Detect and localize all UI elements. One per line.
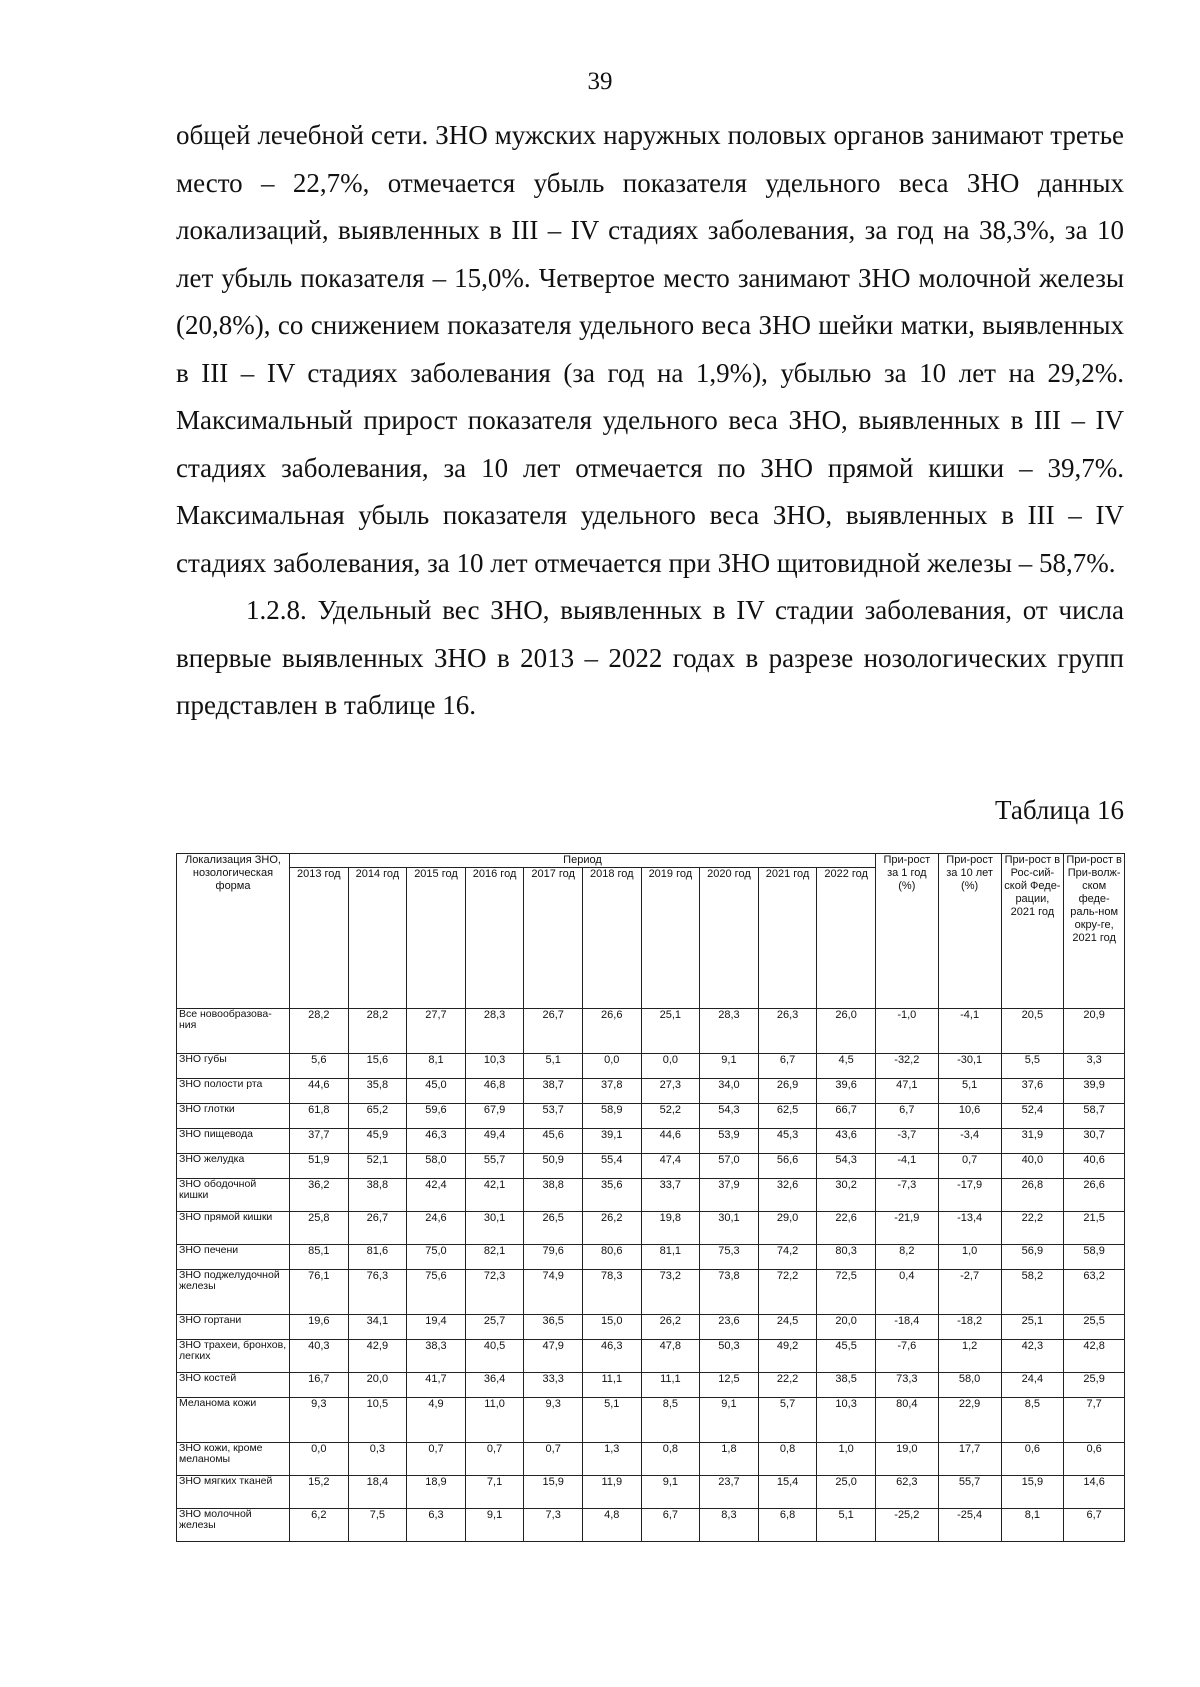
header-year: 2020 год: [700, 868, 759, 1009]
table-cell: 50,9: [524, 1154, 583, 1179]
table-cell: 75,6: [407, 1270, 466, 1315]
table-cell: 1,0: [817, 1443, 876, 1476]
table-cell: 46,3: [582, 1340, 641, 1373]
table-cell: 80,6: [582, 1245, 641, 1270]
table-cell: 10,3: [465, 1054, 524, 1079]
header-year: 2018 год: [582, 868, 641, 1009]
table-cell: 26,6: [1064, 1179, 1125, 1212]
table-cell: 1,8: [700, 1443, 759, 1476]
table-cell: 5,1: [938, 1079, 1001, 1104]
table-row: [177, 1245, 1125, 1270]
table-cell: 9,1: [700, 1398, 759, 1443]
paragraph: 1.2.8. Удельный вес ЗНО, выявленных в IV стадии заболевания, от числа впервые выявленных ЗНО в 2013 – 2022 годах в разрезе нозологических групп представлен в таблице 16.: [176, 595, 1124, 720]
table-cell: 39,9: [1064, 1079, 1125, 1104]
table-cell: 7,1: [465, 1476, 524, 1509]
table-cell: 0,8: [758, 1443, 817, 1476]
table-cell: 25,8: [290, 1212, 349, 1245]
table-cell: 46,8: [465, 1079, 524, 1104]
table-cell: 11,1: [641, 1373, 700, 1398]
table-cell: 22,6: [817, 1212, 876, 1245]
data-table: [176, 853, 1125, 1542]
table-cell: 42,8: [1064, 1340, 1125, 1373]
table-cell: 73,2: [641, 1270, 700, 1315]
table-cell: 23,6: [700, 1315, 759, 1340]
row-label: Все новообразова-ния: [177, 1009, 290, 1054]
table-cell: 40,0: [1001, 1154, 1064, 1179]
table-cell: 28,2: [290, 1009, 349, 1054]
table-cell: 0,4: [875, 1270, 938, 1315]
table-row: [177, 1340, 1125, 1373]
table-cell: -25,4: [938, 1509, 1001, 1542]
table-cell: 19,8: [641, 1212, 700, 1245]
header-localization: Локализация ЗНО, нозологическая форма: [177, 854, 290, 1009]
table-cell: 30,2: [817, 1179, 876, 1212]
table-cell: 7,5: [348, 1509, 407, 1542]
table-cell: 59,6: [407, 1104, 466, 1129]
table-cell: 4,5: [817, 1054, 876, 1079]
table-cell: 58,0: [407, 1154, 466, 1179]
table-cell: 30,1: [700, 1212, 759, 1245]
table-cell: 36,5: [524, 1315, 583, 1340]
table-row: [177, 1179, 1125, 1212]
table-cell: 24,4: [1001, 1373, 1064, 1398]
table-cell: 52,4: [1001, 1104, 1064, 1129]
table-cell: 46,3: [407, 1129, 466, 1154]
table-cell: 41,7: [407, 1373, 466, 1398]
table-cell: 5,5: [1001, 1054, 1064, 1079]
table-cell: 0,0: [290, 1443, 349, 1476]
table-cell: 37,8: [582, 1079, 641, 1104]
row-label: ЗНО поджелудочной железы: [177, 1270, 290, 1315]
table-cell: -2,7: [938, 1270, 1001, 1315]
table-cell: 5,6: [290, 1054, 349, 1079]
table-cell: 58,2: [1001, 1270, 1064, 1315]
table-cell: 80,4: [875, 1398, 938, 1443]
table-cell: 45,6: [524, 1129, 583, 1154]
paragraph: общей лечебной сети. ЗНО мужских наружных половых органов занимают третье место – 22,7%, отмечается убыль показателя удельного веса ЗНО данных локализаций, выявленных в III – IV стадиях заболевания, за год на 38,3%, за 10 лет убыль показателя – 15,0%. Четвертое место занимают ЗНО молочной железы (20,8%), со снижением показателя удельного веса ЗНО шейки матки, выявленных в III – IV стадиях заболевания (за год на 1,9%), убылью за 10 лет на 29,2%. Максимальный прирост показателя удельного веса ЗНО, выявленных в III – IV стадиях заболевания, за 10 лет отмечается по ЗНО прямой кишки – 39,7%. Максимальная убыль показателя удельного веса ЗНО, выявленных в III – IV стадиях заболевания, за 10 лет отмечается при ЗНО щитовидной железы – 58,7%.: [176, 120, 1124, 578]
table-cell: 19,4: [407, 1315, 466, 1340]
table-cell: 54,3: [817, 1154, 876, 1179]
table-cell: 38,3: [407, 1340, 466, 1373]
table-cell: 80,3: [817, 1245, 876, 1270]
row-label: ЗНО ободочной кишки: [177, 1179, 290, 1212]
table-cell: 56,6: [758, 1154, 817, 1179]
header-growth-pfo: При-рост в При-волж-ском феде-раль-ном окру-ге, 2021 год: [1064, 854, 1125, 1009]
table-cell: 42,3: [1001, 1340, 1064, 1373]
table-cell: 51,9: [290, 1154, 349, 1179]
table-row: [177, 1509, 1125, 1542]
page-number: 39: [587, 68, 613, 95]
table-cell: 27,3: [641, 1079, 700, 1104]
table-cell: 0,8: [641, 1443, 700, 1476]
table-cell: 40,6: [1064, 1154, 1125, 1179]
table-cell: 42,1: [465, 1179, 524, 1212]
header-year: 2019 год: [641, 868, 700, 1009]
table-cell: 49,4: [465, 1129, 524, 1154]
table-cell: 63,2: [1064, 1270, 1125, 1315]
table-cell: 85,1: [290, 1245, 349, 1270]
table-cell: 47,4: [641, 1154, 700, 1179]
table-cell: 58,9: [1064, 1245, 1125, 1270]
table-cell: 19,0: [875, 1443, 938, 1476]
table-cell: 37,7: [290, 1129, 349, 1154]
table-cell: 6,7: [1064, 1509, 1125, 1542]
table-row: [177, 1373, 1125, 1398]
table-cell: 47,8: [641, 1340, 700, 1373]
row-label: ЗНО пищевода: [177, 1129, 290, 1154]
table-cell: 8,1: [1001, 1509, 1064, 1542]
table-cell: 72,3: [465, 1270, 524, 1315]
table-cell: 22,2: [1001, 1212, 1064, 1245]
table-cell: 38,8: [524, 1179, 583, 1212]
table-cell: 1,0: [938, 1245, 1001, 1270]
row-label: Меланома кожи: [177, 1398, 290, 1443]
table-cell: 45,9: [348, 1129, 407, 1154]
data-table-container: [176, 853, 1125, 1542]
table-cell: 30,1: [465, 1212, 524, 1245]
table-cell: 11,9: [582, 1476, 641, 1509]
table-cell: -32,2: [875, 1054, 938, 1079]
header-period: Период: [290, 854, 876, 868]
table-cell: 79,6: [524, 1245, 583, 1270]
table-cell: 6,7: [641, 1509, 700, 1542]
table-cell: 17,7: [938, 1443, 1001, 1476]
table-cell: 36,4: [465, 1373, 524, 1398]
table-cell: 72,5: [817, 1270, 876, 1315]
table-cell: 22,9: [938, 1398, 1001, 1443]
table-cell: 43,6: [817, 1129, 876, 1154]
table-cell: -13,4: [938, 1212, 1001, 1245]
table-cell: 42,4: [407, 1179, 466, 1212]
table-cell: 26,9: [758, 1079, 817, 1104]
table-row: [177, 1104, 1125, 1129]
table-cell: 31,9: [1001, 1129, 1064, 1154]
table-cell: -21,9: [875, 1212, 938, 1245]
table-cell: 20,9: [1064, 1009, 1125, 1054]
table-cell: 26,7: [348, 1212, 407, 1245]
table-cell: 0,0: [582, 1054, 641, 1079]
table-cell: 8,3: [700, 1509, 759, 1542]
table-cell: 40,5: [465, 1340, 524, 1373]
table-cell: -18,2: [938, 1315, 1001, 1340]
table-cell: 50,3: [700, 1340, 759, 1373]
table-cell: 25,1: [1001, 1315, 1064, 1340]
row-label: ЗНО прямой кишки: [177, 1212, 290, 1245]
table-cell: 20,0: [817, 1315, 876, 1340]
table-cell: 10,6: [938, 1104, 1001, 1129]
table-cell: 15,4: [758, 1476, 817, 1509]
table-cell: 53,7: [524, 1104, 583, 1129]
table-cell: 73,8: [700, 1270, 759, 1315]
table-cell: 44,6: [641, 1129, 700, 1154]
table-cell: 49,2: [758, 1340, 817, 1373]
table-cell: 58,7: [1064, 1104, 1125, 1129]
table-cell: 28,3: [700, 1009, 759, 1054]
table-cell: 1,2: [938, 1340, 1001, 1373]
table-cell: 38,8: [348, 1179, 407, 1212]
table-cell: 58,9: [582, 1104, 641, 1129]
table-cell: 47,1: [875, 1079, 938, 1104]
table-cell: 30,7: [1064, 1129, 1125, 1154]
table-cell: 8,5: [641, 1398, 700, 1443]
table-cell: 78,3: [582, 1270, 641, 1315]
table-cell: 38,5: [817, 1373, 876, 1398]
table-cell: 11,0: [465, 1398, 524, 1443]
table-cell: -4,1: [938, 1009, 1001, 1054]
table-row: [177, 1079, 1125, 1104]
table-cell: 8,1: [407, 1054, 466, 1079]
table-cell: 72,2: [758, 1270, 817, 1315]
row-label: ЗНО молочной железы: [177, 1509, 290, 1542]
table-cell: 26,2: [641, 1315, 700, 1340]
table-cell: 26,5: [524, 1212, 583, 1245]
table-cell: 0,7: [407, 1443, 466, 1476]
table-cell: 15,9: [524, 1476, 583, 1509]
table-cell: 28,3: [465, 1009, 524, 1054]
row-label: ЗНО мягких тканей: [177, 1476, 290, 1509]
table-cell: -3,7: [875, 1129, 938, 1154]
header-year: 2016 год: [465, 868, 524, 1009]
table-cell: 21,5: [1064, 1212, 1125, 1245]
table-cell: 62,5: [758, 1104, 817, 1129]
header-year: 2022 год: [817, 868, 876, 1009]
table-cell: 0,3: [348, 1443, 407, 1476]
table-cell: 75,3: [700, 1245, 759, 1270]
table-cell: 32,6: [758, 1179, 817, 1212]
table-cell: 37,9: [700, 1179, 759, 1212]
table-cell: 57,0: [700, 1154, 759, 1179]
table-cell: -18,4: [875, 1315, 938, 1340]
table-cell: 9,1: [465, 1509, 524, 1542]
table-cell: -7,3: [875, 1179, 938, 1212]
table-cell: 5,1: [817, 1509, 876, 1542]
table-cell: 58,0: [938, 1373, 1001, 1398]
table-cell: 26,8: [1001, 1179, 1064, 1212]
table-cell: 82,1: [465, 1245, 524, 1270]
header-year: 2014 год: [348, 868, 407, 1009]
table-cell: 76,3: [348, 1270, 407, 1315]
table-row: [177, 1476, 1125, 1509]
table-cell: 61,8: [290, 1104, 349, 1129]
body-text: [176, 112, 1124, 730]
table-cell: 0,7: [938, 1154, 1001, 1179]
table-cell: 6,3: [407, 1509, 466, 1542]
table-cell: 47,9: [524, 1340, 583, 1373]
table-cell: 10,5: [348, 1398, 407, 1443]
table-cell: 19,6: [290, 1315, 349, 1340]
table-cell: -7,6: [875, 1340, 938, 1373]
table-cell: 15,0: [582, 1315, 641, 1340]
table-cell: 66,7: [817, 1104, 876, 1129]
table-cell: 35,6: [582, 1179, 641, 1212]
table-cell: 0,6: [1001, 1443, 1064, 1476]
table-cell: 9,3: [290, 1398, 349, 1443]
table-cell: 8,2: [875, 1245, 938, 1270]
table-cell: 34,1: [348, 1315, 407, 1340]
table-cell: -1,0: [875, 1009, 938, 1054]
table-cell: 36,2: [290, 1179, 349, 1212]
table-row: [177, 1154, 1125, 1179]
table-cell: 9,3: [524, 1398, 583, 1443]
table-cell: 55,4: [582, 1154, 641, 1179]
table-row: [177, 1315, 1125, 1340]
table-cell: 74,9: [524, 1270, 583, 1315]
table-cell: 24,6: [407, 1212, 466, 1245]
table-cell: 25,0: [817, 1476, 876, 1509]
table-cell: 4,9: [407, 1398, 466, 1443]
header-year: 2013 год: [290, 868, 349, 1009]
row-label: ЗНО кожи, кроме меланомы: [177, 1443, 290, 1476]
table-cell: 65,2: [348, 1104, 407, 1129]
table-cell: 33,7: [641, 1179, 700, 1212]
table-cell: 4,8: [582, 1509, 641, 1542]
header-year: 2017 год: [524, 868, 583, 1009]
table-cell: 38,7: [524, 1079, 583, 1104]
table-cell: 45,0: [407, 1079, 466, 1104]
table-cell: -3,4: [938, 1129, 1001, 1154]
table-cell: 28,2: [348, 1009, 407, 1054]
table-cell: 9,1: [700, 1054, 759, 1079]
table-cell: 6,2: [290, 1509, 349, 1542]
table-cell: 3,3: [1064, 1054, 1125, 1079]
table-cell: 54,3: [700, 1104, 759, 1129]
table-cell: 14,6: [1064, 1476, 1125, 1509]
row-label: ЗНО глотки: [177, 1104, 290, 1129]
table-row: [177, 1129, 1125, 1154]
table-cell: 15,2: [290, 1476, 349, 1509]
table-row: [177, 1054, 1125, 1079]
table-cell: 26,3: [758, 1009, 817, 1054]
table-cell: 6,7: [875, 1104, 938, 1129]
table-cell: 62,3: [875, 1476, 938, 1509]
table-cell: 6,7: [758, 1054, 817, 1079]
table-cell: 34,0: [700, 1079, 759, 1104]
table-cell: 67,9: [465, 1104, 524, 1129]
table-cell: 25,1: [641, 1009, 700, 1054]
table-cell: 53,9: [700, 1129, 759, 1154]
table-cell: 40,3: [290, 1340, 349, 1373]
table-row: [177, 1270, 1125, 1315]
table-cell: 16,7: [290, 1373, 349, 1398]
table-cell: 55,7: [465, 1154, 524, 1179]
table-cell: 7,7: [1064, 1398, 1125, 1443]
table-cell: -30,1: [938, 1054, 1001, 1079]
row-label: ЗНО костей: [177, 1373, 290, 1398]
table-cell: 0,0: [641, 1054, 700, 1079]
table-cell: 76,1: [290, 1270, 349, 1315]
table-cell: 15,9: [1001, 1476, 1064, 1509]
table-cell: 7,3: [524, 1509, 583, 1542]
header-year: 2021 год: [758, 868, 817, 1009]
table-cell: 25,5: [1064, 1315, 1125, 1340]
table-caption: Таблица 16: [995, 795, 1124, 825]
table-cell: 75,0: [407, 1245, 466, 1270]
table-cell: 20,5: [1001, 1009, 1064, 1054]
header-growth-rf: При-рост в Рос-сий-ской Феде-рации, 2021 год: [1001, 854, 1064, 1009]
table-cell: 0,7: [524, 1443, 583, 1476]
table-cell: 35,8: [348, 1079, 407, 1104]
table-cell: 44,6: [290, 1079, 349, 1104]
table-row: [177, 1398, 1125, 1443]
table-cell: 39,6: [817, 1079, 876, 1104]
table-cell: 5,1: [582, 1398, 641, 1443]
table-cell: 26,0: [817, 1009, 876, 1054]
table-cell: 52,2: [641, 1104, 700, 1129]
table-cell: 33,3: [524, 1373, 583, 1398]
row-label: ЗНО гортани: [177, 1315, 290, 1340]
table-cell: 23,7: [700, 1476, 759, 1509]
row-label: ЗНО губы: [177, 1054, 290, 1079]
table-cell: 18,9: [407, 1476, 466, 1509]
table-cell: 45,5: [817, 1340, 876, 1373]
row-label: ЗНО желудка: [177, 1154, 290, 1179]
row-label: ЗНО полости рта: [177, 1079, 290, 1104]
table-cell: 20,0: [348, 1373, 407, 1398]
table-cell: 11,1: [582, 1373, 641, 1398]
table-cell: 27,7: [407, 1009, 466, 1054]
table-row: [177, 1009, 1125, 1054]
table-cell: 26,6: [582, 1009, 641, 1054]
table-cell: 73,3: [875, 1373, 938, 1398]
table-cell: 0,7: [465, 1443, 524, 1476]
table-cell: 18,4: [348, 1476, 407, 1509]
table-row: [177, 1212, 1125, 1245]
table-cell: 45,3: [758, 1129, 817, 1154]
table-cell: 26,2: [582, 1212, 641, 1245]
row-label: ЗНО трахеи, бронхов, легких: [177, 1340, 290, 1373]
table-cell: 1,3: [582, 1443, 641, 1476]
table-cell: 10,3: [817, 1398, 876, 1443]
header-year: 2015 год: [407, 868, 466, 1009]
table-cell: 74,2: [758, 1245, 817, 1270]
table-cell: 56,9: [1001, 1245, 1064, 1270]
table-cell: 25,9: [1064, 1373, 1125, 1398]
table-cell: 5,7: [758, 1398, 817, 1443]
header-growth-10y: При-рост за 10 лет (%): [938, 854, 1001, 1009]
table-cell: -17,9: [938, 1179, 1001, 1212]
table-cell: -25,2: [875, 1509, 938, 1542]
table-cell: 25,7: [465, 1315, 524, 1340]
header-growth-1y: При-рост за 1 год (%): [875, 854, 938, 1009]
row-label: ЗНО печени: [177, 1245, 290, 1270]
table-cell: 8,5: [1001, 1398, 1064, 1443]
table-cell: 12,5: [700, 1373, 759, 1398]
table-cell: 39,1: [582, 1129, 641, 1154]
table-cell: 52,1: [348, 1154, 407, 1179]
table-cell: 81,6: [348, 1245, 407, 1270]
table-cell: 9,1: [641, 1476, 700, 1509]
table-cell: 5,1: [524, 1054, 583, 1079]
table-cell: -4,1: [875, 1154, 938, 1179]
table-cell: 55,7: [938, 1476, 1001, 1509]
table-row: [177, 1443, 1125, 1476]
table-cell: 37,6: [1001, 1079, 1064, 1104]
table-cell: 26,7: [524, 1009, 583, 1054]
table-cell: 81,1: [641, 1245, 700, 1270]
table-cell: 42,9: [348, 1340, 407, 1373]
table-cell: 15,6: [348, 1054, 407, 1079]
table-cell: 29,0: [758, 1212, 817, 1245]
table-cell: 24,5: [758, 1315, 817, 1340]
table-cell: 0,6: [1064, 1443, 1125, 1476]
table-cell: 22,2: [758, 1373, 817, 1398]
table-cell: 6,8: [758, 1509, 817, 1542]
